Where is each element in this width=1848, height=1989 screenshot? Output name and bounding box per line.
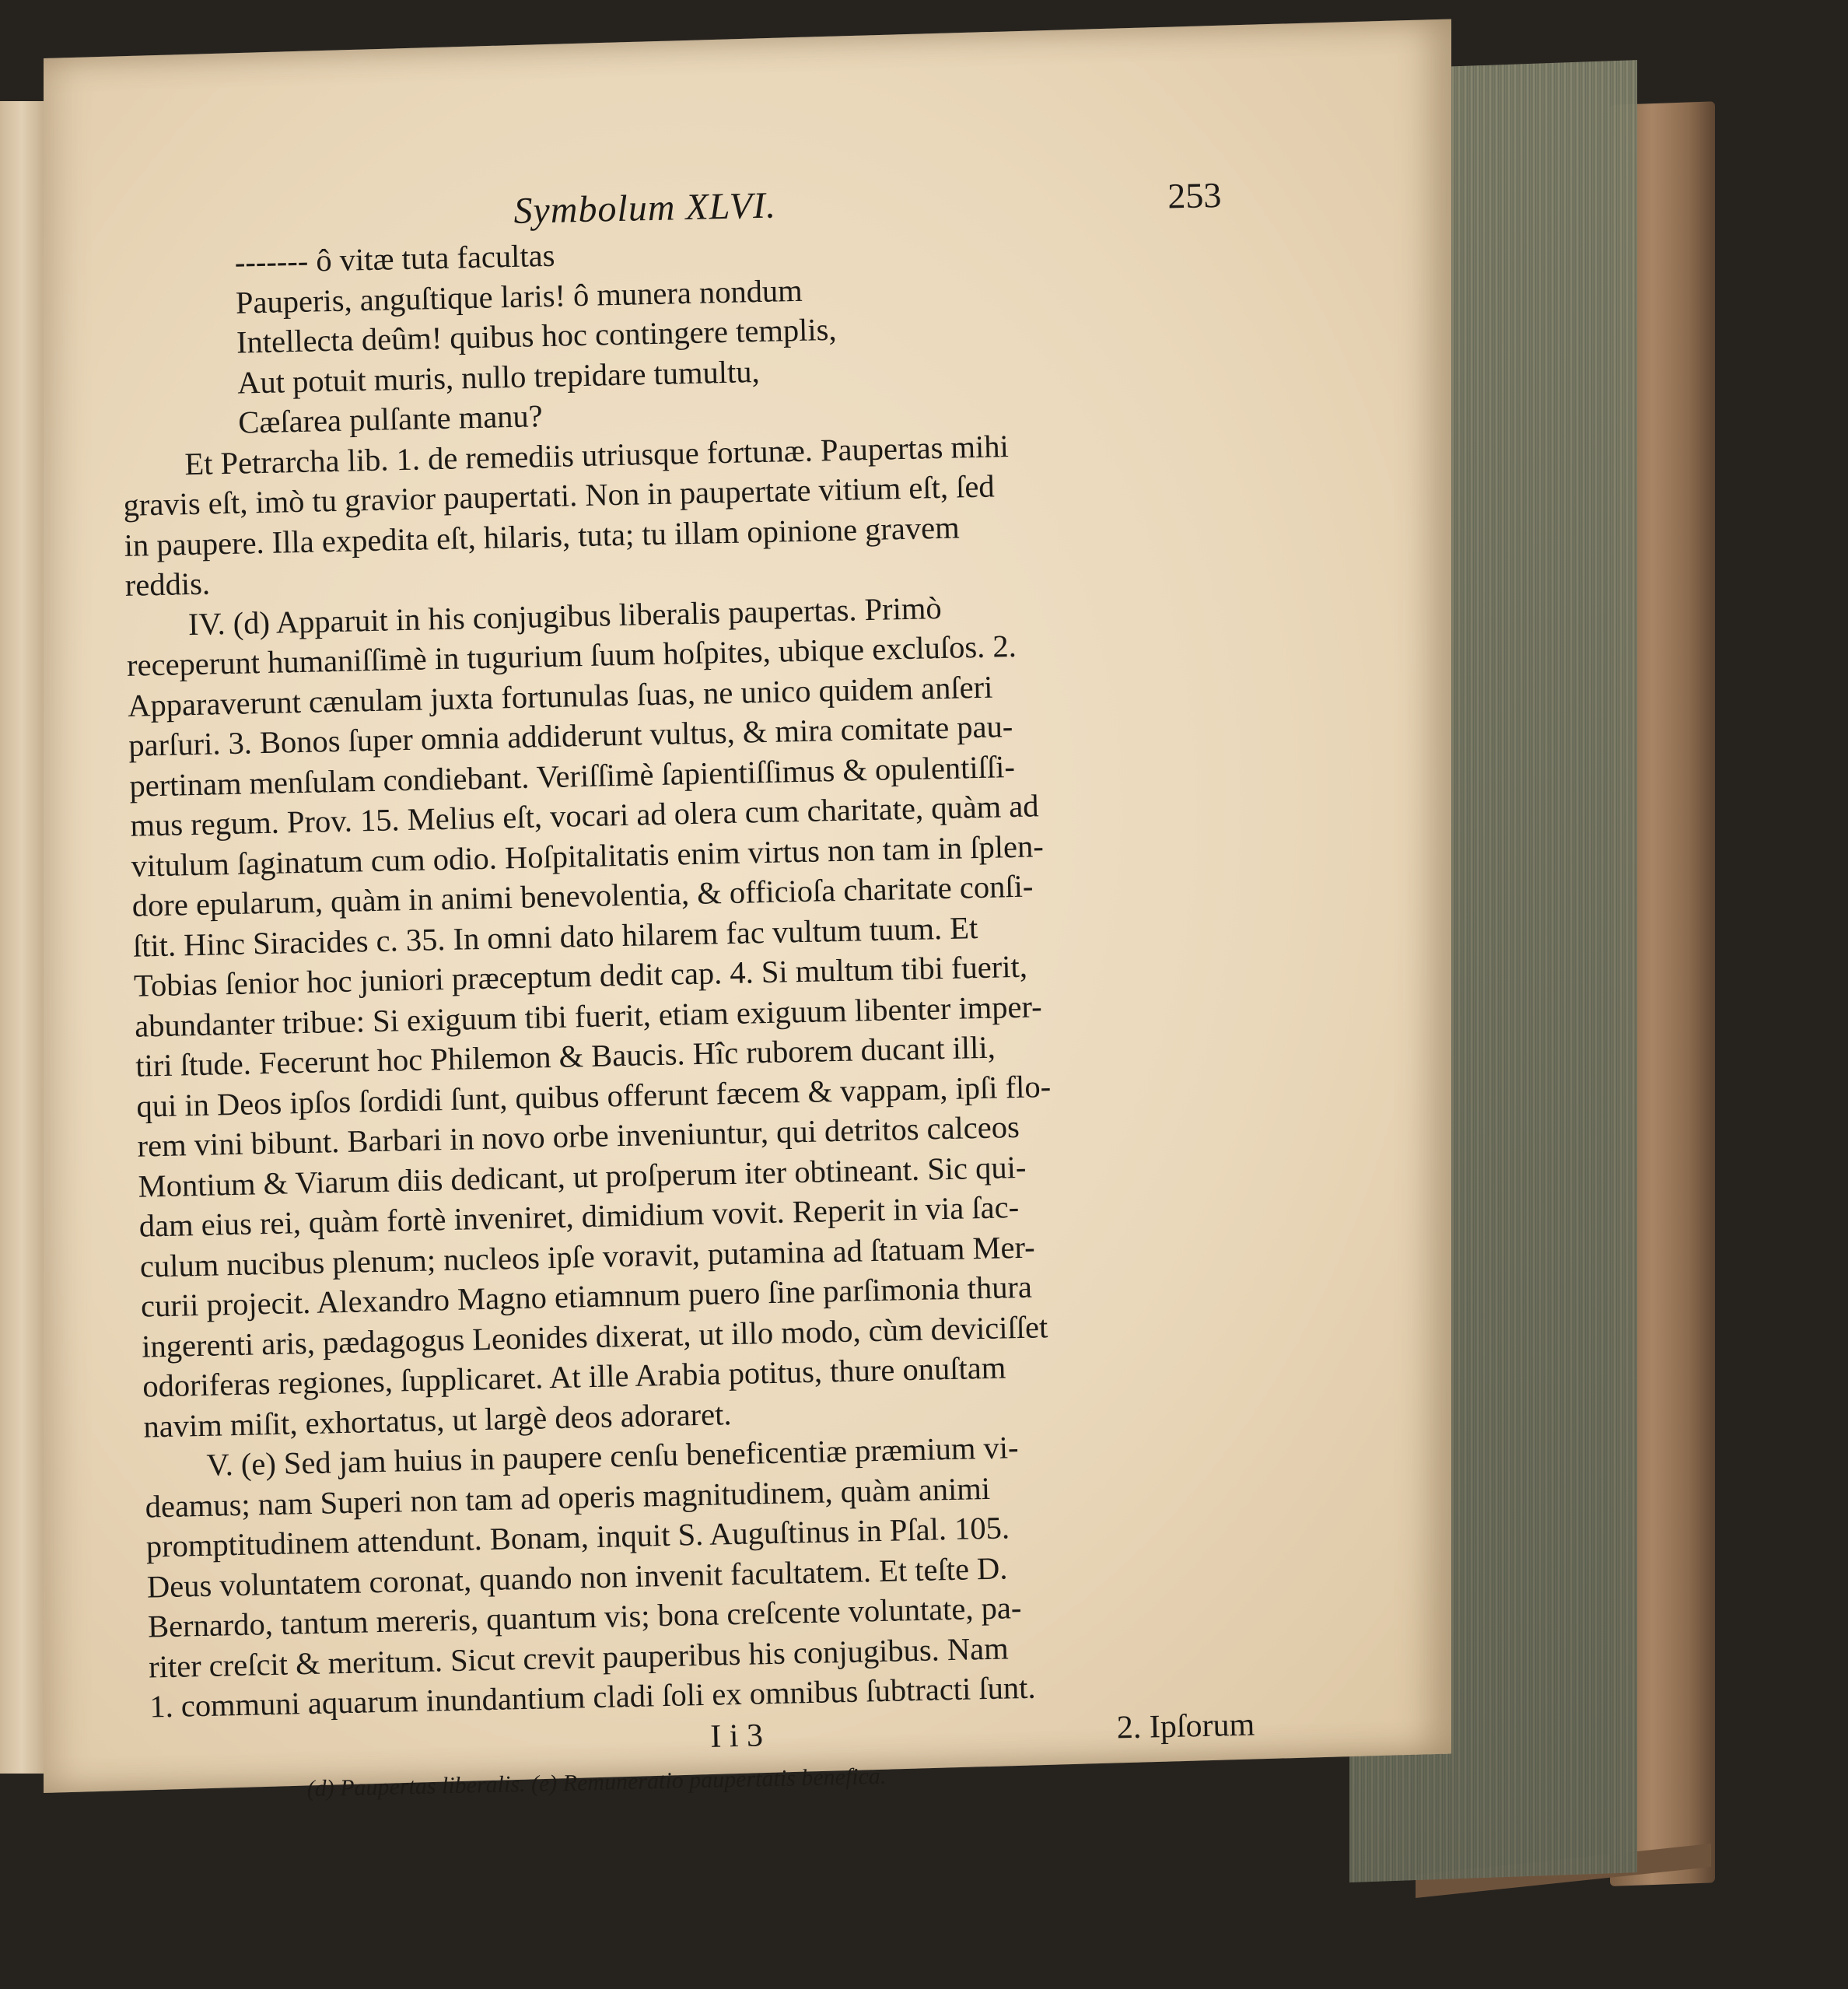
text-line: mus regum. Prov. 15. Melius eſt, vocari ad olera cum charitate, quàm ad [130,788,1039,843]
text-line: Deus voluntatem coronat, quando non invenit facultatem. Et teſte D. [146,1550,1008,1605]
text-line: Tobias ſenior hoc juniori præceptum dedit cap. 4. Si multum tibi fuerit, [133,948,1028,1003]
text-line: Bernardo, tantum mereris, quantum vis; bona creſcente voluntate, pa- [147,1590,1022,1644]
text-line: dore epularum, quàm in animi benevolentia, & officioſa charitate conſi- [131,868,1034,923]
text-line: riter creſcit & meritum. Sicut crevit pauperibus his conjugibus. Nam [148,1630,1010,1685]
text-line: vitulum ſaginatum cum odio. Hoſpitalitatis enim virtus non tam in ſplen- [131,828,1045,884]
verse-line: ------- ô vitæ tuta facultas [234,237,555,280]
paragraph-v [144,1423,1255,1727]
catchword: 2. Ipſorum [1116,1707,1255,1746]
text-line: in paupere. Illa expedita eſt, hilaris, tuta; tu illam opinione gravem [124,509,961,563]
text-line: curii projecit. Alexandro Magno etiamnum puero ſine parſimonia thura [140,1269,1033,1324]
paragraph-iv [125,581,1248,1446]
verse-line: Aut potuit muris, nullo trepidare tumultu, [236,353,761,401]
verse-line: Cæſarea pulſante manu? [237,398,544,440]
marginal-footnote: (d) Paupertas liberalis. (e) Remuneratio paupertatis benefica. [306,1763,887,1802]
text-line: culum nucibus plenum; nucleos ipſe voravit, putamina ad ſtatuam Mer- [139,1229,1036,1284]
text-line: receperunt humaniſſimè in tugurium ſuum hoſpites, ubique excluſos. 2. [126,628,1017,683]
text-line: Apparaverunt cænulam juxta fortunulas ſuas, ne unico quidem anſeri [127,669,993,723]
text-line: reddis. [124,566,211,603]
text-line: odoriferas regiones, ſupplicaret. At ille Arabia potitus, thure onuſtam [142,1350,1006,1404]
text-line: promptitudinem attendunt. Bonam, inquit S. Auguſtinus in Pſal. 105. [145,1510,1010,1564]
text-line: Montium & Viarum diis dedicant, ut proſperum iter obtineant. Sic qui- [138,1149,1027,1204]
text-line: tiri ſtude. Fecerunt hoc Philemon & Baucis. Hîc ruborem ducant illi, [135,1029,996,1084]
text-line: V. (e) Sed jam huius in paupere cenſu beneficentiæ præmium vi- [206,1430,1019,1483]
text-line: parſuri. 3. Bonos ſuper omnia addiderunt vultus, & mira comitate pau- [128,709,1013,763]
text-line: ingerenti aris, pædagogus Leonides dixerat, ut illo modo, cùm deviciſſet [141,1308,1048,1364]
text-line: deamus; nam Superi non tam ad operis magnitudinem, quàm animi [145,1470,991,1525]
running-head: Symbolum XLVI. [513,184,777,232]
paragraph-petrarcha [122,421,1230,605]
text-line: rem vini bibunt. Barbari in novo orbe inveniuntur, qui detritos calceos [137,1108,1020,1164]
verse-line: Intellecta deûm! quibus hoc contingere templis, [236,311,837,360]
text-line: ſtit. Hinc Siracides c. 35. In omni dato hilarem fac vultum tuum. Et [132,909,978,964]
page-number: 253 [1167,175,1222,216]
verse-quotation [117,221,1226,445]
page-text-block [117,174,1256,1808]
text-line: navim miſit, exhortatus, ut largè deos adoraret. [142,1395,732,1444]
text-line: dam eius rei, quàm fortè inveniret, dimidium vovit. Reperit in via ſac- [138,1189,1020,1244]
verse-line: Pauperis, anguſtique laris! ô munera nondum [235,272,803,320]
text-line: qui in Deos ipſos ſordidi ſunt, quibus offerunt fæcem & vappam, ipſi flo- [135,1068,1052,1124]
text-line: Et Petrarcha lib. 1. de remediis utriusque fortunæ. Paupertas mihi [184,428,1010,481]
text-line: 1. communi aquarum inundantium cladi ſoli ex omnibus ſubtracti ſunt. [149,1669,1036,1725]
text-line: gravis eſt, imò tu gravior paupertati. Non in paupertate vitium eſt, ſed [123,468,996,523]
text-line: pertinam menſulam condiebant. Veriſſimè ſapientiſſimus & opulentiſſi- [128,748,1016,804]
text-line: abundanter tribue: Si exiguum tibi fuerit, etiam exiguum libenter imper- [134,988,1043,1044]
text-line: IV. (d) Apparuit in his conjugibus liberalis paupertas. Primò [187,590,943,642]
signature-mark: I i 3 [709,1717,764,1755]
